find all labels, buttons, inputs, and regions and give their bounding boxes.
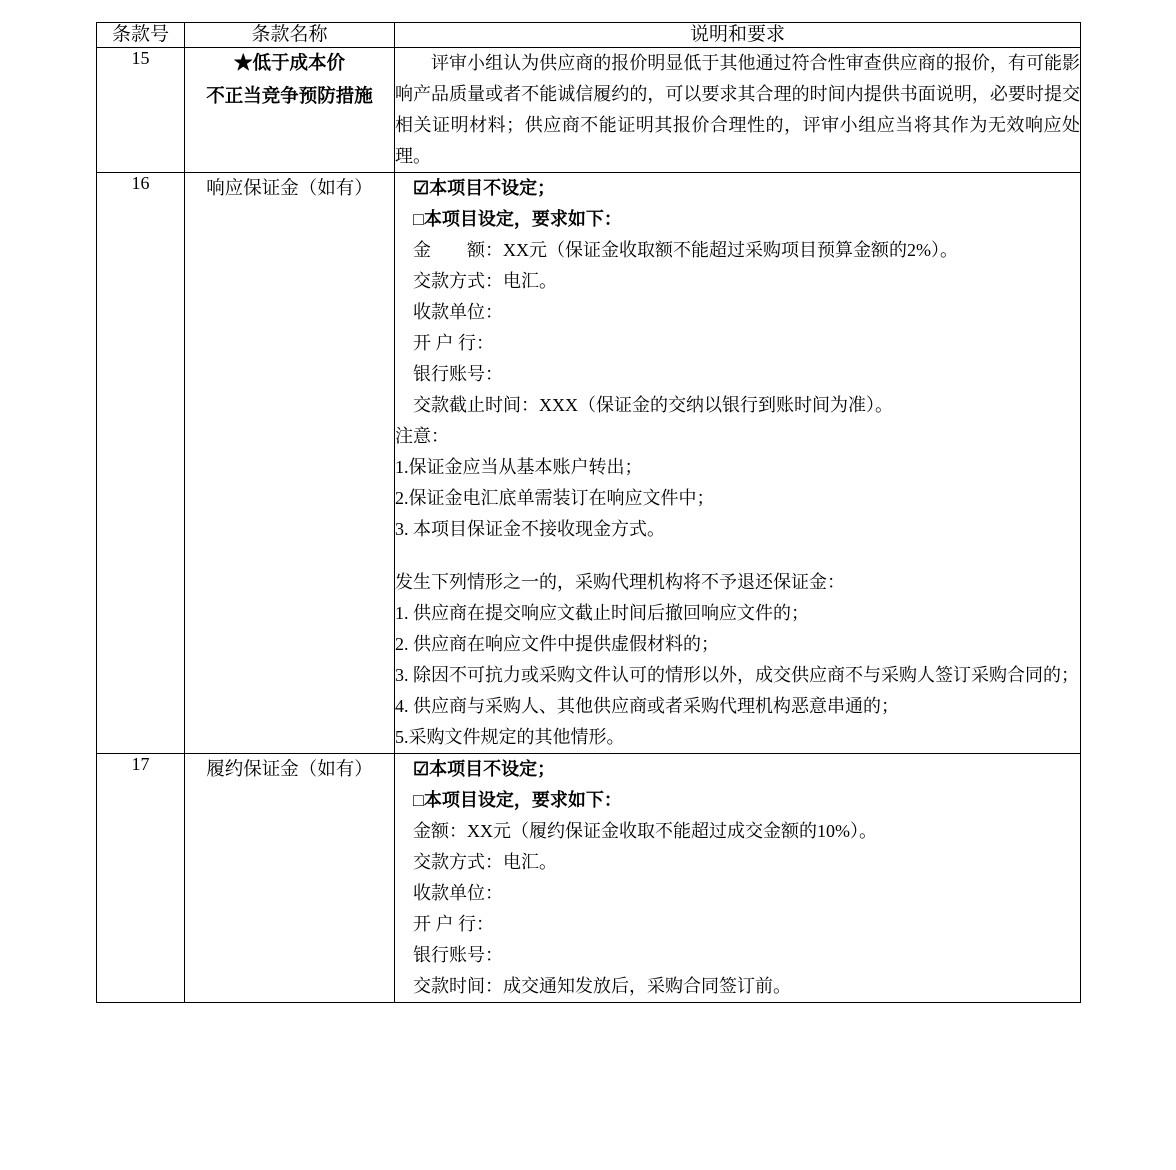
forfeit-item-5-16: 5.采购文件规定的其他情形。 <box>395 727 625 747</box>
checkbox-set-17[interactable]: □本项目设定，要求如下： <box>413 790 622 810</box>
notice-item-3-16: 3. 本项目保证金不接收现金方式。 <box>395 519 665 539</box>
payee-unit-16: 收款单位： <box>413 302 503 322</box>
clause-name-15-line1: ★低于成本价 <box>233 54 345 74</box>
payee-unit-17: 收款单位： <box>413 883 503 903</box>
clause-name-15-line2: 不正当竞争预防措施 <box>206 87 373 107</box>
forfeit-item-1-16: 1. 供应商在提交响应文截止时间后撤回响应文件的； <box>395 603 809 623</box>
clause-desc-15 <box>395 48 1081 173</box>
table-header-row <box>97 23 1081 48</box>
header-clause-no: 条款号 <box>97 23 185 48</box>
payment-method-17: 交款方式：电汇。 <box>413 852 557 872</box>
clause-name-15 <box>185 48 395 173</box>
header-clause-desc: 说明和要求 <box>395 23 1081 48</box>
forfeit-item-3-16: 3. 除因不可抗力或采购文件认可的情形以外，成交供应商不与采购人签订采购合同的； <box>395 665 1079 685</box>
forfeit-intro-16: 发生下列情形之一的，采购代理机构将不予退还保证金： <box>395 572 845 592</box>
table-row <box>97 173 1081 754</box>
deposit-amount-16: 金 额：XX元（保证金收取额不能超过采购项目预算金额的2%）。 <box>413 240 958 260</box>
forfeit-item-4-16: 4. 供应商与采购人、其他供应商或者采购代理机构恶意串通的； <box>395 696 899 716</box>
bank-account-17: 银行账号： <box>413 945 503 965</box>
checkbox-not-set-17[interactable]: ☑本项目不设定； <box>413 759 556 779</box>
notice-item-2-16: 2.保证金电汇底单需装订在响应文件中； <box>395 488 715 508</box>
clause-no-17: 17 <box>97 754 185 1003</box>
deposit-amount-17: 金额：XX元（履约保证金收取不能超过成交金额的10%）。 <box>413 821 877 841</box>
clause-no-16: 16 <box>97 173 185 754</box>
notice-item-1-16: 1.保证金应当从基本账户转出； <box>395 457 643 477</box>
clause-desc-17 <box>395 754 1081 1003</box>
checkbox-set-16[interactable]: □本项目设定，要求如下： <box>413 209 622 229</box>
notice-title-16: 注意： <box>395 426 449 446</box>
clause-name-17: 履约保证金（如有） <box>185 754 395 1003</box>
clause-desc-15-p1: 评审小组认为供应商的报价明显低于其他通过符合性审查供应商的报价，有可能影响产品质量或者不能诚信履约的，可以要求其合理的时间内提供书面说明，必要时提交相关证明材料；供应商不能证明其报价合理性的，评审小组应当将其作为无效响应处理。 <box>395 53 1080 166</box>
bank-name-17: 开 户 行： <box>413 914 494 934</box>
clause-name-16: 响应保证金（如有） <box>185 173 395 754</box>
table-row <box>97 754 1081 1003</box>
header-clause-name: 条款名称 <box>185 23 395 48</box>
table-row <box>97 48 1081 173</box>
bank-name-16: 开 户 行： <box>413 333 494 353</box>
bank-account-16: 银行账号： <box>413 364 503 384</box>
blank-line-16 <box>395 545 1080 567</box>
payment-method-16: 交款方式：电汇。 <box>413 271 557 291</box>
payment-time-17: 交款时间：成交通知发放后，采购合同签订前。 <box>413 976 791 996</box>
clause-no-15: 15 <box>97 48 185 173</box>
clause-desc-16 <box>395 173 1081 754</box>
deadline-16: 交款截止时间：XXX（保证金的交纳以银行到账时间为准）。 <box>413 395 893 415</box>
checkbox-not-set-16[interactable]: ☑本项目不设定； <box>413 178 556 198</box>
clause-table <box>96 22 1081 1003</box>
forfeit-item-2-16: 2. 供应商在响应文件中提供虚假材料的； <box>395 634 719 654</box>
